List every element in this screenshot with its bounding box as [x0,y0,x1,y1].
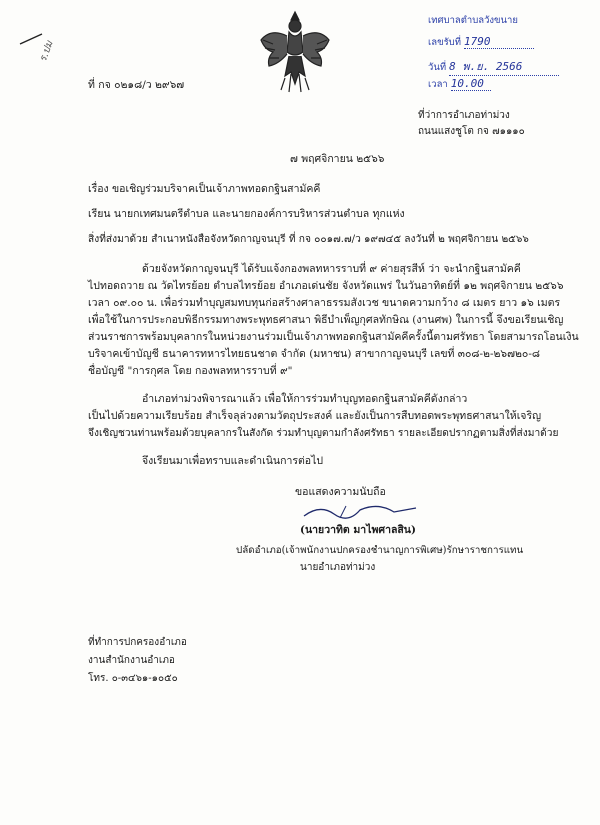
receipt-stamp [420,5,590,90]
enclosure-line: สิ่งที่ส่งมาด้วย สำเนาหนังสือจังหวัดกาญจนบุรี ที่ กจ ๐๐๑๗.๗/ว ๑๙๗๔๕ ลงวันที่ ๒ พฤศจิกายน ๒๕๖๖ [88,234,529,245]
para2-line: อำเภอท่าม่วงพิจารณาแล้ว เพื่อให้การร่วมทำบุญทอดกฐินสามัคคีดังกล่าว [142,393,468,405]
stamp-time-label: เวลา [428,79,448,90]
footer-line1: ที่ทำการปกครองอำเภอ [88,637,187,648]
stamp-org: เทศบาลตำบลวังขนาย [428,15,518,26]
stamp-receive-row [428,35,534,50]
signer-name: (นายวาทิต มาไพศาลสิน) [300,524,416,536]
office-address-line2: ถนนแสงชูโต กจ ๗๑๑๑๐ [418,126,525,137]
closing-line: จึงเรียนมาเพื่อทราบและดำเนินการต่อไป [142,455,324,467]
respect-line: ขอแสดงความนับถือ [295,486,386,498]
para1-line: ไปทอดถวาย ณ วัดไทรย้อย ตำบลไทรย้อย อำเภอเด่นชัย จังหวัดแพร่ ในวันอาทิตย์ที่ ๑๒ พฤศจิกายน ๒๕๖๖ [88,280,564,292]
stamp-date-label: วันที่ [428,62,447,73]
para1-line: ส่วนราชการพร้อมบุคลากรในหน่วยงานร่วมเป็นเจ้าภาพทอดกฐินสามัคคีครั้งนี้ตามศรัทธา โดยสามารถโอนเงิน [88,331,579,343]
footer-line2: งานสำนักงานอำเภอ [88,655,175,666]
garuda-emblem-icon [255,6,335,96]
document-number: ที่ กจ ๐๒๑๘/ว ๒๙๖๗ [88,79,185,91]
para1-line: ด้วยจังหวัดกาญจนบุรี ได้รับแจ้งกองพลทหารราบที่ ๙ ค่ายสุรสีห์ ว่า จะนำกฐินสามัคคี [142,263,521,275]
para1-line: บริจาคเข้าบัญชี ธนาคารทหารไทยธนชาต จำกัด (มหาชน) สาขากาญจนบุรี เลขที่ ๓๐๘-๒-๒๖๗๒๐-๘ [88,348,540,360]
stamp-time: 10.00 [451,77,491,91]
subject-line: เรื่อง ขอเชิญร่วมบริจาคเป็นเจ้าภาพทอดกฐินสามัคคี [88,183,321,195]
corner-note-text: ร.ปม [37,39,56,64]
stamp-receive-label: เลขรับที่ [428,37,461,48]
stamp-date-row [428,57,559,76]
para1-line: ชื่อบัญชี "การกุศล โดย กองพลทหารราบที่ ๙" [88,365,293,377]
stamp-time-row [428,77,491,92]
para2-line: เป็นไปด้วยความเรียบร้อย สำเร็จลุล่วงตามวัตถุประสงค์ และยังเป็นการสืบทอดพระพุทธศาสนาให้เจริญ [88,410,542,422]
corner-note [18,30,78,74]
para1-line: เวลา ๐๙.๐๐ น. เพื่อร่วมทำบุญสมทบทุนก่อสร้างศาลาธรรมสังเวช ขนาดความกว้าง ๘ เมตร ยาว ๑๖ เมตร [88,297,561,309]
signer-position1: ปลัดอำเภอ(เจ้าพนักงานปกครองชำนาญการพิเศษ)รักษาราชการแทน [236,545,524,556]
signer-position2: นายอำเภอท่าม่วง [300,562,376,573]
stamp-receive-no: 1790 [464,35,534,49]
document-date: ๗ พฤศจิกายน ๒๕๖๖ [290,153,385,165]
office-address-line1: ที่ว่าการอำเภอท่าม่วง [418,110,510,121]
signature-scribble-icon [300,498,420,524]
stamp-date: 8 พ.ย. 2566 [449,57,559,76]
para2-line: จึงเชิญชวนท่านพร้อมด้วยบุคลากรในสังกัด ร่วมทำบุญตามกำลังศรัทธา รายละเอียดปรากฏตามสิ่งที่ส่งมาด้วย [88,428,559,439]
salutation-line: เรียน นายกเทศมนตรีตำบล และนายกองค์การบริหารส่วนตำบล ทุกแห่ง [88,208,405,220]
footer-line3: โทร. ๐-๓๔๖๑-๑๐๕๐ [88,673,178,684]
para1-line: เพื่อใช้ในการประกอบพิธีกรรมทางพระพุทธศาสนา พิธีบำเพ็ญกุศลทักษิณ (งานศพ) ในการนี้ จึงขอเรียนเชิญ [88,314,564,326]
